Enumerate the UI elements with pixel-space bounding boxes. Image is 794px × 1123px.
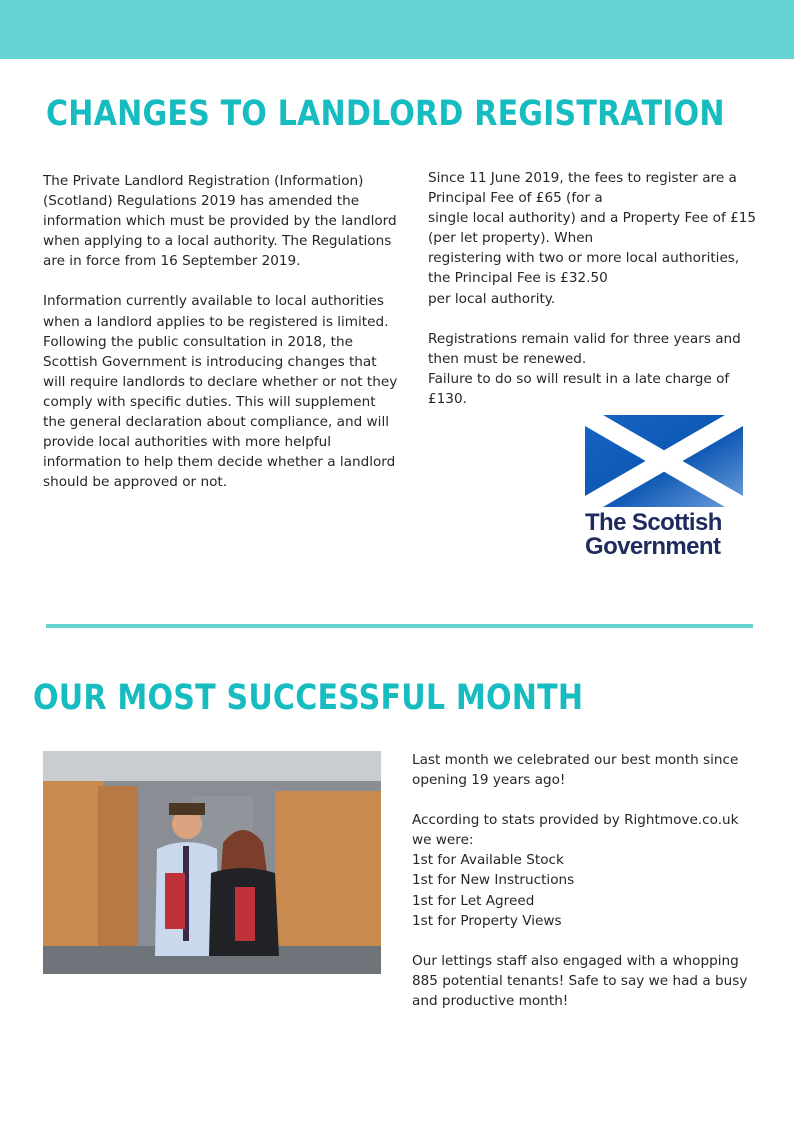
section-heading-landlord-registration: CHANGES TO LANDLORD REGISTRATION (46, 94, 725, 134)
staff-photo (43, 751, 381, 974)
logo-line-2: Government (585, 533, 721, 560)
tenants-paragraph: Our lettings staff also engaged with a whopping 885 potential tenants! Safe to say we had a busy and productive month! (412, 952, 748, 1009)
section-heading-successful-month: OUR MOST SUCCESSFUL MONTH (33, 678, 584, 718)
landlord-registration-left-column (43, 171, 401, 512)
landlord-registration-right-column (428, 168, 758, 429)
celebration-paragraph: Last month we celebrated our best month since opening 19 years ago! (412, 752, 739, 789)
information-paragraph: Information currently available to local authorities when a landlord applies to be registered is limited. Following the public consultation in 2018, the Scottish Government is introducing changes that will require landlords to declare whether or not they comply with specific duties. This will supplement the general declaration about compliance, and will provide local authorities with more helpful information to help them decide whether a landlord should be approved or not. (43, 293, 398, 491)
fees-paragraph: Since 11 June 2019, the fees to register are a Principal Fee of £65 (for a single local authority) and a Property Fee of £15 (per let property). When registering with two or more local authorities, the Principal Fee is £32.50 per local authority. (428, 170, 757, 307)
regulations-paragraph: The Private Landlord Registration (Information) (Scotland) Regulations 2019 has amended the information which must be provided by the landlord when applying to a local authority. The Regulations are in force from 16 September 2019. (43, 173, 397, 270)
validity-paragraph: Registrations remain valid for three years and then must be renewed. Failure to do so will result in a late charge of £130. (428, 330, 741, 407)
logo-wordmark (585, 511, 722, 559)
successful-month-text (412, 750, 752, 1031)
logo-line-1: The Scottish (585, 509, 722, 536)
saltire-flag-icon (585, 415, 743, 507)
top-color-band (0, 0, 794, 59)
rightmove-stats-paragraph: According to stats provided by Rightmove.co.uk we were: 1st for Available Stock 1st for New Instructions 1st for Let Agreed 1st for Property Views (412, 812, 739, 929)
section-divider (46, 624, 753, 628)
